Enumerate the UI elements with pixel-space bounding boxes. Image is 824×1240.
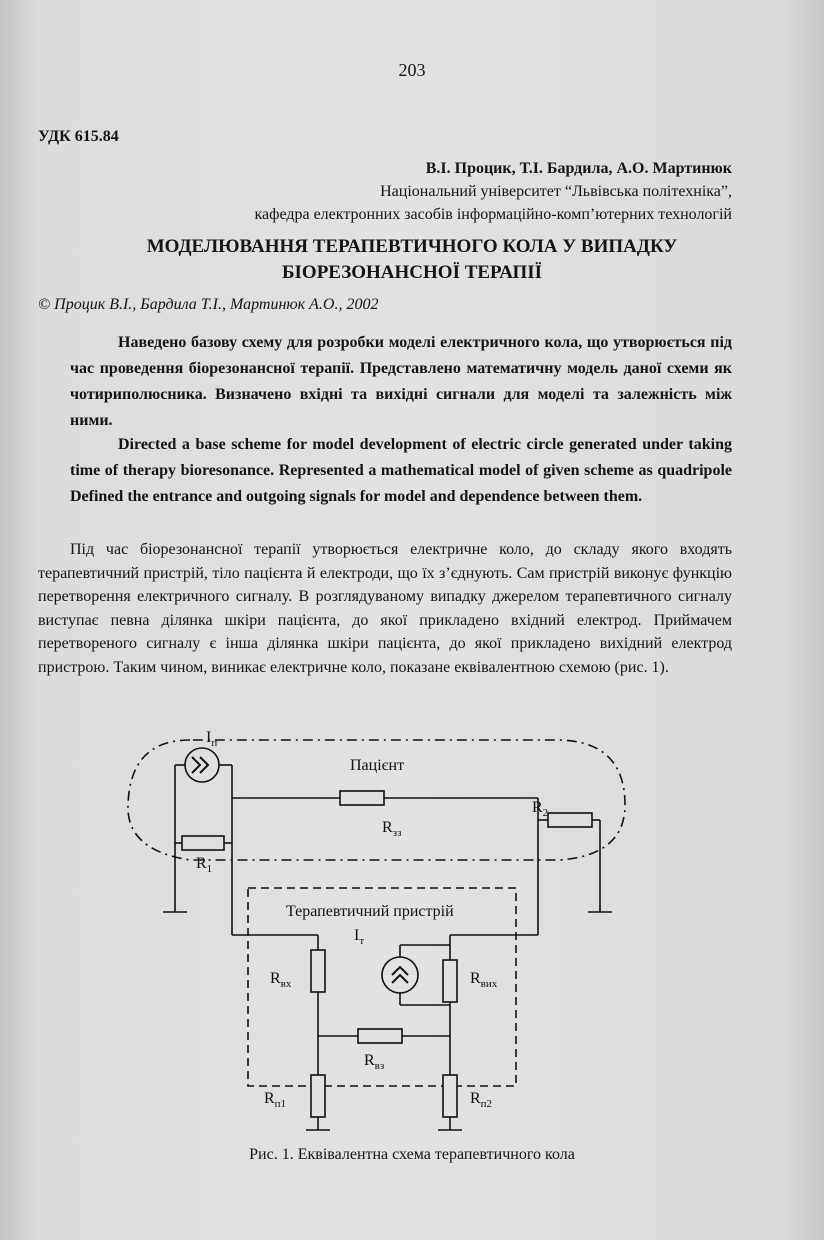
svg-text:Rвз: $R_{вз}$ xyxy=(364,1052,385,1072)
udk-code: УДК 615.84 xyxy=(38,128,119,145)
svg-text:Rп1: $R_{п1}$ xyxy=(264,1090,287,1110)
resistor-r1 xyxy=(182,836,224,850)
source-ip xyxy=(185,748,219,782)
abstract-english: Directed a base scheme for model development of electric circle generated under taking time of therapy bioresonance. Represented a mathematical model of given scheme as quadripole Defined the entrance and outgoing signals for model and dependence between them. xyxy=(70,436,732,505)
label-device: Терапевтичний пристрій xyxy=(286,903,454,920)
label-patient: Пацієнт xyxy=(350,757,405,774)
svg-text:Iп: $I_п$ xyxy=(206,729,218,749)
resistor-rp2 xyxy=(443,1075,457,1117)
resistor-rz3 xyxy=(340,791,384,805)
svg-text:Iт: $I_т$ xyxy=(354,927,365,947)
svg-text:R2: $R_2$ xyxy=(532,799,549,819)
paper-title-line-2: БІОРЕЗОНАНСНОЇ ТЕРАПІЇ xyxy=(281,262,543,283)
resistor-rvyx xyxy=(443,960,457,1002)
affiliation-university: Національний університет “Львівська політехніка”, xyxy=(380,183,732,200)
affiliation-department: кафедра електронних засобів інформаційно-комп’ютерних технологій xyxy=(254,206,732,223)
equivalent-circuit-figure xyxy=(120,720,640,1140)
paper-title-line-1: МОДЕЛЮВАННЯ ТЕРАПЕВТИЧНОГО КОЛА У ВИПАДКУ xyxy=(146,236,678,257)
svg-text:Rзз: $R_{зз}$ xyxy=(382,819,402,839)
body-paragraph: Під час біорезонансної терапії утворюється електричне коло, до складу якого входять терапевтичний пристрій, тіло пацієнта й електроди, що їх з’єднують. Сам пристрій виконує функцію перетворення електричного сигналу. В розглядуваному випадку джерелом терапевтичного сигналу виступає певна ділянка шкіри пацієнта, до якої прикладено вхідний електрод. Приймачем перетвореного сигналу є інша ділянка шкіри пацієнта, до якої прикладено вихідний електрод пристрою. Таким чином, виникає електричне коло, показане еквівалентною схемою (рис. 1). xyxy=(38,541,732,676)
svg-text:Rвх: $R_{вх}$ xyxy=(270,970,292,990)
svg-text:Rп2: $R_{п2}$ xyxy=(470,1090,493,1110)
svg-text:Rвих: $R_{вих}$ xyxy=(470,970,498,990)
abstract-ukrainian: Наведено базову схему для розробки моделі електричного кола, що утворюється під час проведення біорезонансної терапії. Представлено математичну модель даної схеми як чотириполюсника. Визначено вхідні та вихідні сигнали для моделі та залежність між ними. xyxy=(70,334,732,429)
svg-text:R1: $R_1$ xyxy=(196,855,213,875)
figure-caption: Рис. 1. Еквівалентна схема терапевтичного кола xyxy=(249,1146,575,1163)
page-number: 203 xyxy=(398,60,426,80)
resistor-rp1 xyxy=(311,1075,325,1117)
resistor-rvz xyxy=(358,1029,402,1043)
resistor-rvx xyxy=(311,950,325,992)
authors: В.І. Процик, Т.І. Бардила, А.О. Мартинюк xyxy=(425,160,732,177)
resistor-r2 xyxy=(548,813,592,827)
copyright: © Процик В.І., Бардила Т.І., Мартинюк А.О., 2002 xyxy=(38,296,379,313)
